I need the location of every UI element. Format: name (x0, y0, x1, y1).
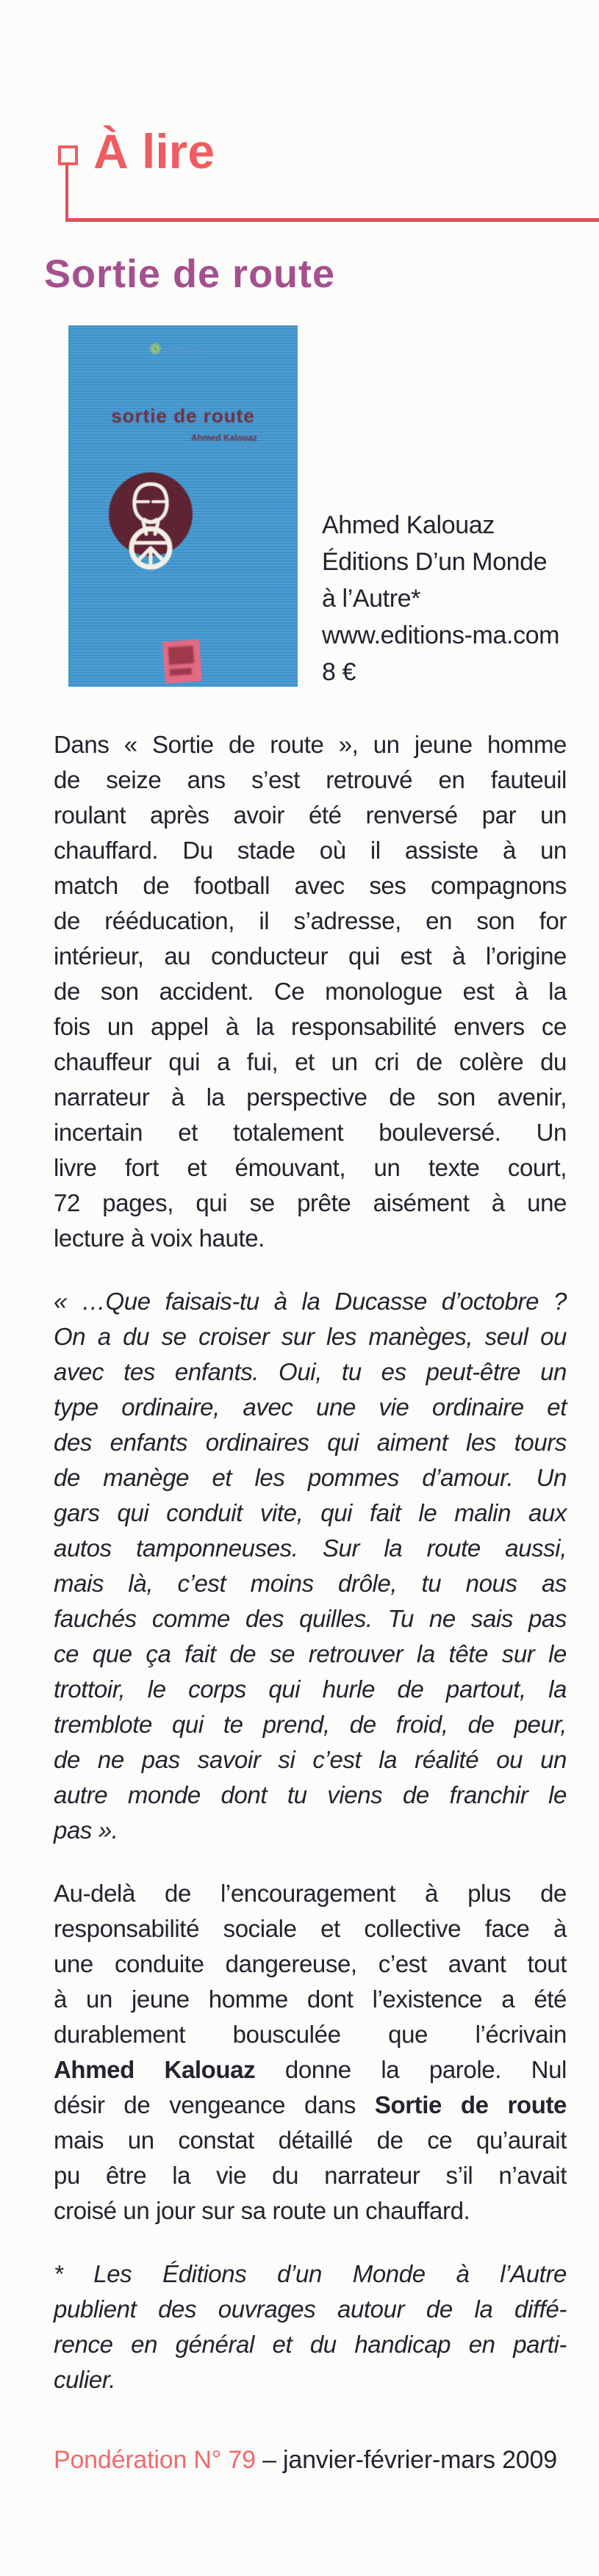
article-title: Sortie de route (44, 252, 336, 296)
text-line: tremblote qui te prend, de froid, de peur, (54, 1711, 567, 1738)
text-line: fauchés comme des quilles. Tu ne sais pas (54, 1605, 567, 1632)
text-line: de son accident. Ce monologue est à la (54, 978, 567, 1005)
text-line: roulant après avoir été renversé par un (54, 801, 567, 829)
text-line: gars qui conduit vite, qui fait le malin aux (54, 1499, 567, 1526)
text-line: pu être la vie du narrateur s’il n’avait (54, 2162, 567, 2189)
text-line: de ne pas savoir si c’est la réalité ou un (54, 1746, 567, 1773)
publisher-logo-icon (149, 339, 223, 361)
text-line: mais là, c’est moins drôle, tu nous as (54, 1570, 567, 1597)
text-line: durablement bousculée que l’écrivain (54, 2021, 567, 2048)
text-line: de rééducation, il s’adresse, en son for (54, 907, 567, 934)
text-line: incertain et totalement bouleversé. Un (54, 1119, 567, 1146)
book-publisher-2: à l’Autre* (322, 585, 420, 613)
article-body (54, 727, 567, 2425)
paragraph (54, 2256, 567, 2398)
text-line: Au-delà de l’encouragement à plus de (54, 1880, 567, 1907)
section-rule-vertical (65, 165, 68, 220)
text-line: trottoir, le corps qui hurle de partout, la (54, 1675, 567, 1703)
publisher-wordmark: éditions (165, 345, 204, 356)
paragraph (54, 1876, 567, 2229)
text-line: * Les Éditions d’un Monde à l’Autre (54, 2260, 567, 2287)
text-line: des enfants ordinaires qui aiment les tours (54, 1429, 567, 1456)
text-line: à un jeune homme dont l’existence a été (54, 1985, 567, 2013)
text-line: avec tes enfants. Oui, tu es peut-être un (54, 1358, 567, 1385)
text-line: autre monde dont tu viens de franchir le (54, 1781, 567, 1808)
paragraph (54, 727, 567, 1256)
text-line: responsabilité sociale et collective face à (54, 1915, 567, 1942)
book-author: Ahmed Kalouaz (322, 511, 495, 539)
text-line: chauffard. Du stade où il assiste à un (54, 837, 567, 864)
page-footer (54, 2446, 583, 2475)
text-line: mais un constat détaillé de ce qu’aurait (54, 2126, 567, 2154)
text-line: chauffeur qui a fui, et un cri de colère du (54, 1048, 567, 1075)
text-line: intérieur, au conducteur qui est à l’origine (54, 942, 567, 970)
book-price: 8 € (322, 658, 356, 686)
book-details (322, 507, 594, 690)
text-line: désir de vengeance dans Sortie de route (54, 2091, 567, 2118)
text-line: match de football avec ses compagnons (54, 872, 567, 899)
text-line: type ordinaire, avec une vie ordinaire et (54, 1393, 567, 1421)
section-rule (65, 218, 599, 222)
section-marker (58, 145, 78, 165)
book-cover (68, 325, 298, 687)
text-line: de manège et les pommes d’amour. Un (54, 1464, 567, 1491)
text-line: 72 pages, qui se prête aisément à une (54, 1189, 567, 1216)
text-line: Ahmed Kalouaz donne la parole. Nul (54, 2056, 567, 2083)
book-publisher: Éditions D’un Monde (322, 548, 548, 576)
cover-title: sortie de route (111, 405, 255, 427)
cover-author: Ahmed Kalouaz (190, 433, 257, 443)
journal-issue: Pondération N° 79 (54, 2446, 256, 2474)
section-title: À lire (93, 124, 215, 178)
text-line: « …Que faisais-tu à la Ducasse d’octobre ? (54, 1288, 567, 1315)
text-line: culier. (54, 2366, 116, 2393)
text-line: pas ». (54, 1816, 118, 1844)
cover-bottom-logo-icon (162, 639, 202, 683)
paragraph (54, 1284, 567, 1848)
text-line: ce que ça fait de se retrouver la tête sur le (54, 1640, 567, 1667)
text-line: On a du se croiser sur les manèges, seul ou (54, 1323, 567, 1350)
text-line: autos tamponneuses. Sur la route aussi, (54, 1534, 567, 1562)
publisher-website: www.editions-ma.com (322, 621, 560, 649)
text-line: rence en général et du handicap en parti- (54, 2331, 567, 2358)
text-line: fois un appel à la responsabilité envers ce (54, 1013, 567, 1040)
text-line: publient des ouvrages autour de la diffé- (54, 2295, 567, 2323)
text-line: Dans « Sortie de route », un jeune homme (54, 731, 567, 758)
footer-date: – janvier-février-mars 2009 (255, 2446, 557, 2474)
text-line: croisé un jour sur sa route un chauffard. (54, 2197, 470, 2224)
text-line: lecture à voix haute. (54, 1224, 265, 1252)
text-line: livre fort et émouvant, un texte court, (54, 1154, 567, 1181)
text-line: narrateur à la perspective de son avenir, (54, 1083, 567, 1111)
driver-steering-wheel-icon (105, 472, 196, 571)
text-line: de seize ans s’est retrouvé en fauteuil (54, 766, 567, 793)
text-line: une conduite dangereuse, c’est avant tout (54, 1950, 567, 1977)
flower-icon: ❁ (149, 342, 162, 358)
